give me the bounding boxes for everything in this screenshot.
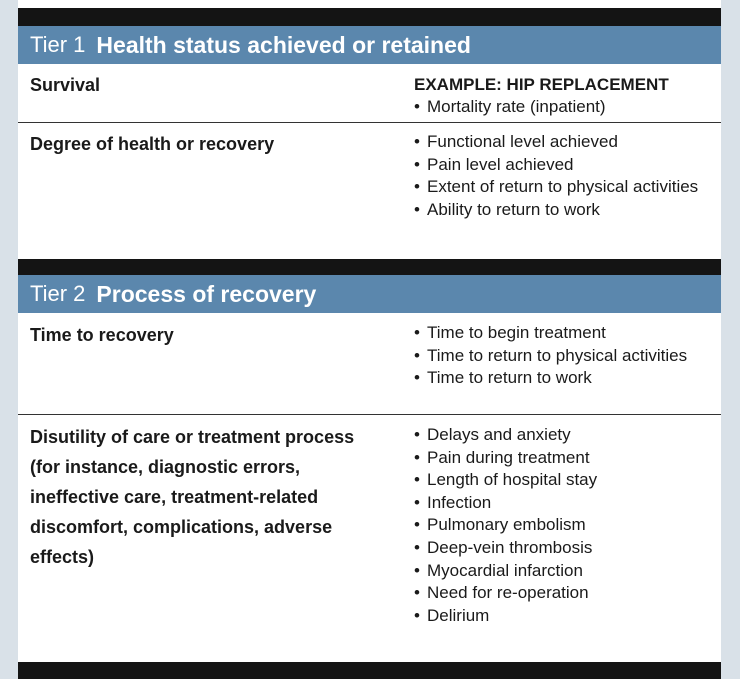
example-heading: EXAMPLE: HIP REPLACEMENT: [414, 75, 669, 94]
example-item: • Mortality rate (inpatient): [414, 96, 714, 119]
example-item: • Ability to return to work: [414, 199, 714, 222]
row-divider: [18, 122, 721, 123]
measure-disutility-of-care: Disutility of care or treatment process (for instance, diagnostic errors, ineffective care, treatment-related discomfort, complications, adverse effects): [30, 427, 355, 567]
measure-time-to-recovery: Time to recovery: [30, 325, 174, 345]
tier1-header: [18, 26, 721, 64]
tier1-label: Tier 1: [30, 32, 86, 57]
example-item: • Pain level achieved: [414, 154, 714, 177]
disutility-examples: [414, 424, 714, 627]
example-item: • Time to begin treatment: [414, 322, 714, 345]
example-item: • Pulmonary embolism: [414, 514, 714, 537]
example-item: • Delays and anxiety: [414, 424, 714, 447]
tier2-header: [18, 275, 721, 313]
bottom-divider-bar: [18, 662, 721, 679]
example-item: • Deep-vein thrombosis: [414, 537, 714, 560]
example-item: • Myocardial infarction: [414, 560, 714, 583]
example-item: • Functional level achieved: [414, 131, 714, 154]
time-to-recovery-examples: [414, 322, 714, 390]
top-divider-bar: [18, 8, 721, 26]
example-item: • Pain during treatment: [414, 447, 714, 470]
example-item: • Delirium: [414, 605, 714, 628]
tier-divider-bar: [18, 259, 721, 275]
example-item: • Extent of return to physical activities: [414, 176, 714, 199]
measure-survival: Survival: [30, 75, 101, 95]
tier1-title: Health status achieved or retained: [96, 31, 471, 58]
tier2-title: Process of recovery: [96, 280, 317, 307]
outcome-measures-table: [18, 0, 721, 679]
example-item: • Time to return to work: [414, 367, 714, 390]
survival-examples: [414, 96, 714, 119]
example-item: • Length of hospital stay: [414, 469, 714, 492]
example-item: • Need for re-operation: [414, 582, 714, 605]
row-divider: [18, 414, 721, 415]
degree-of-health-examples: [414, 131, 714, 221]
example-item: • Time to return to physical activities: [414, 345, 714, 368]
measure-degree-of-health: Degree of health or recovery: [30, 134, 275, 154]
tier2-label: Tier 2: [30, 281, 86, 306]
example-item: • Infection: [414, 492, 714, 515]
